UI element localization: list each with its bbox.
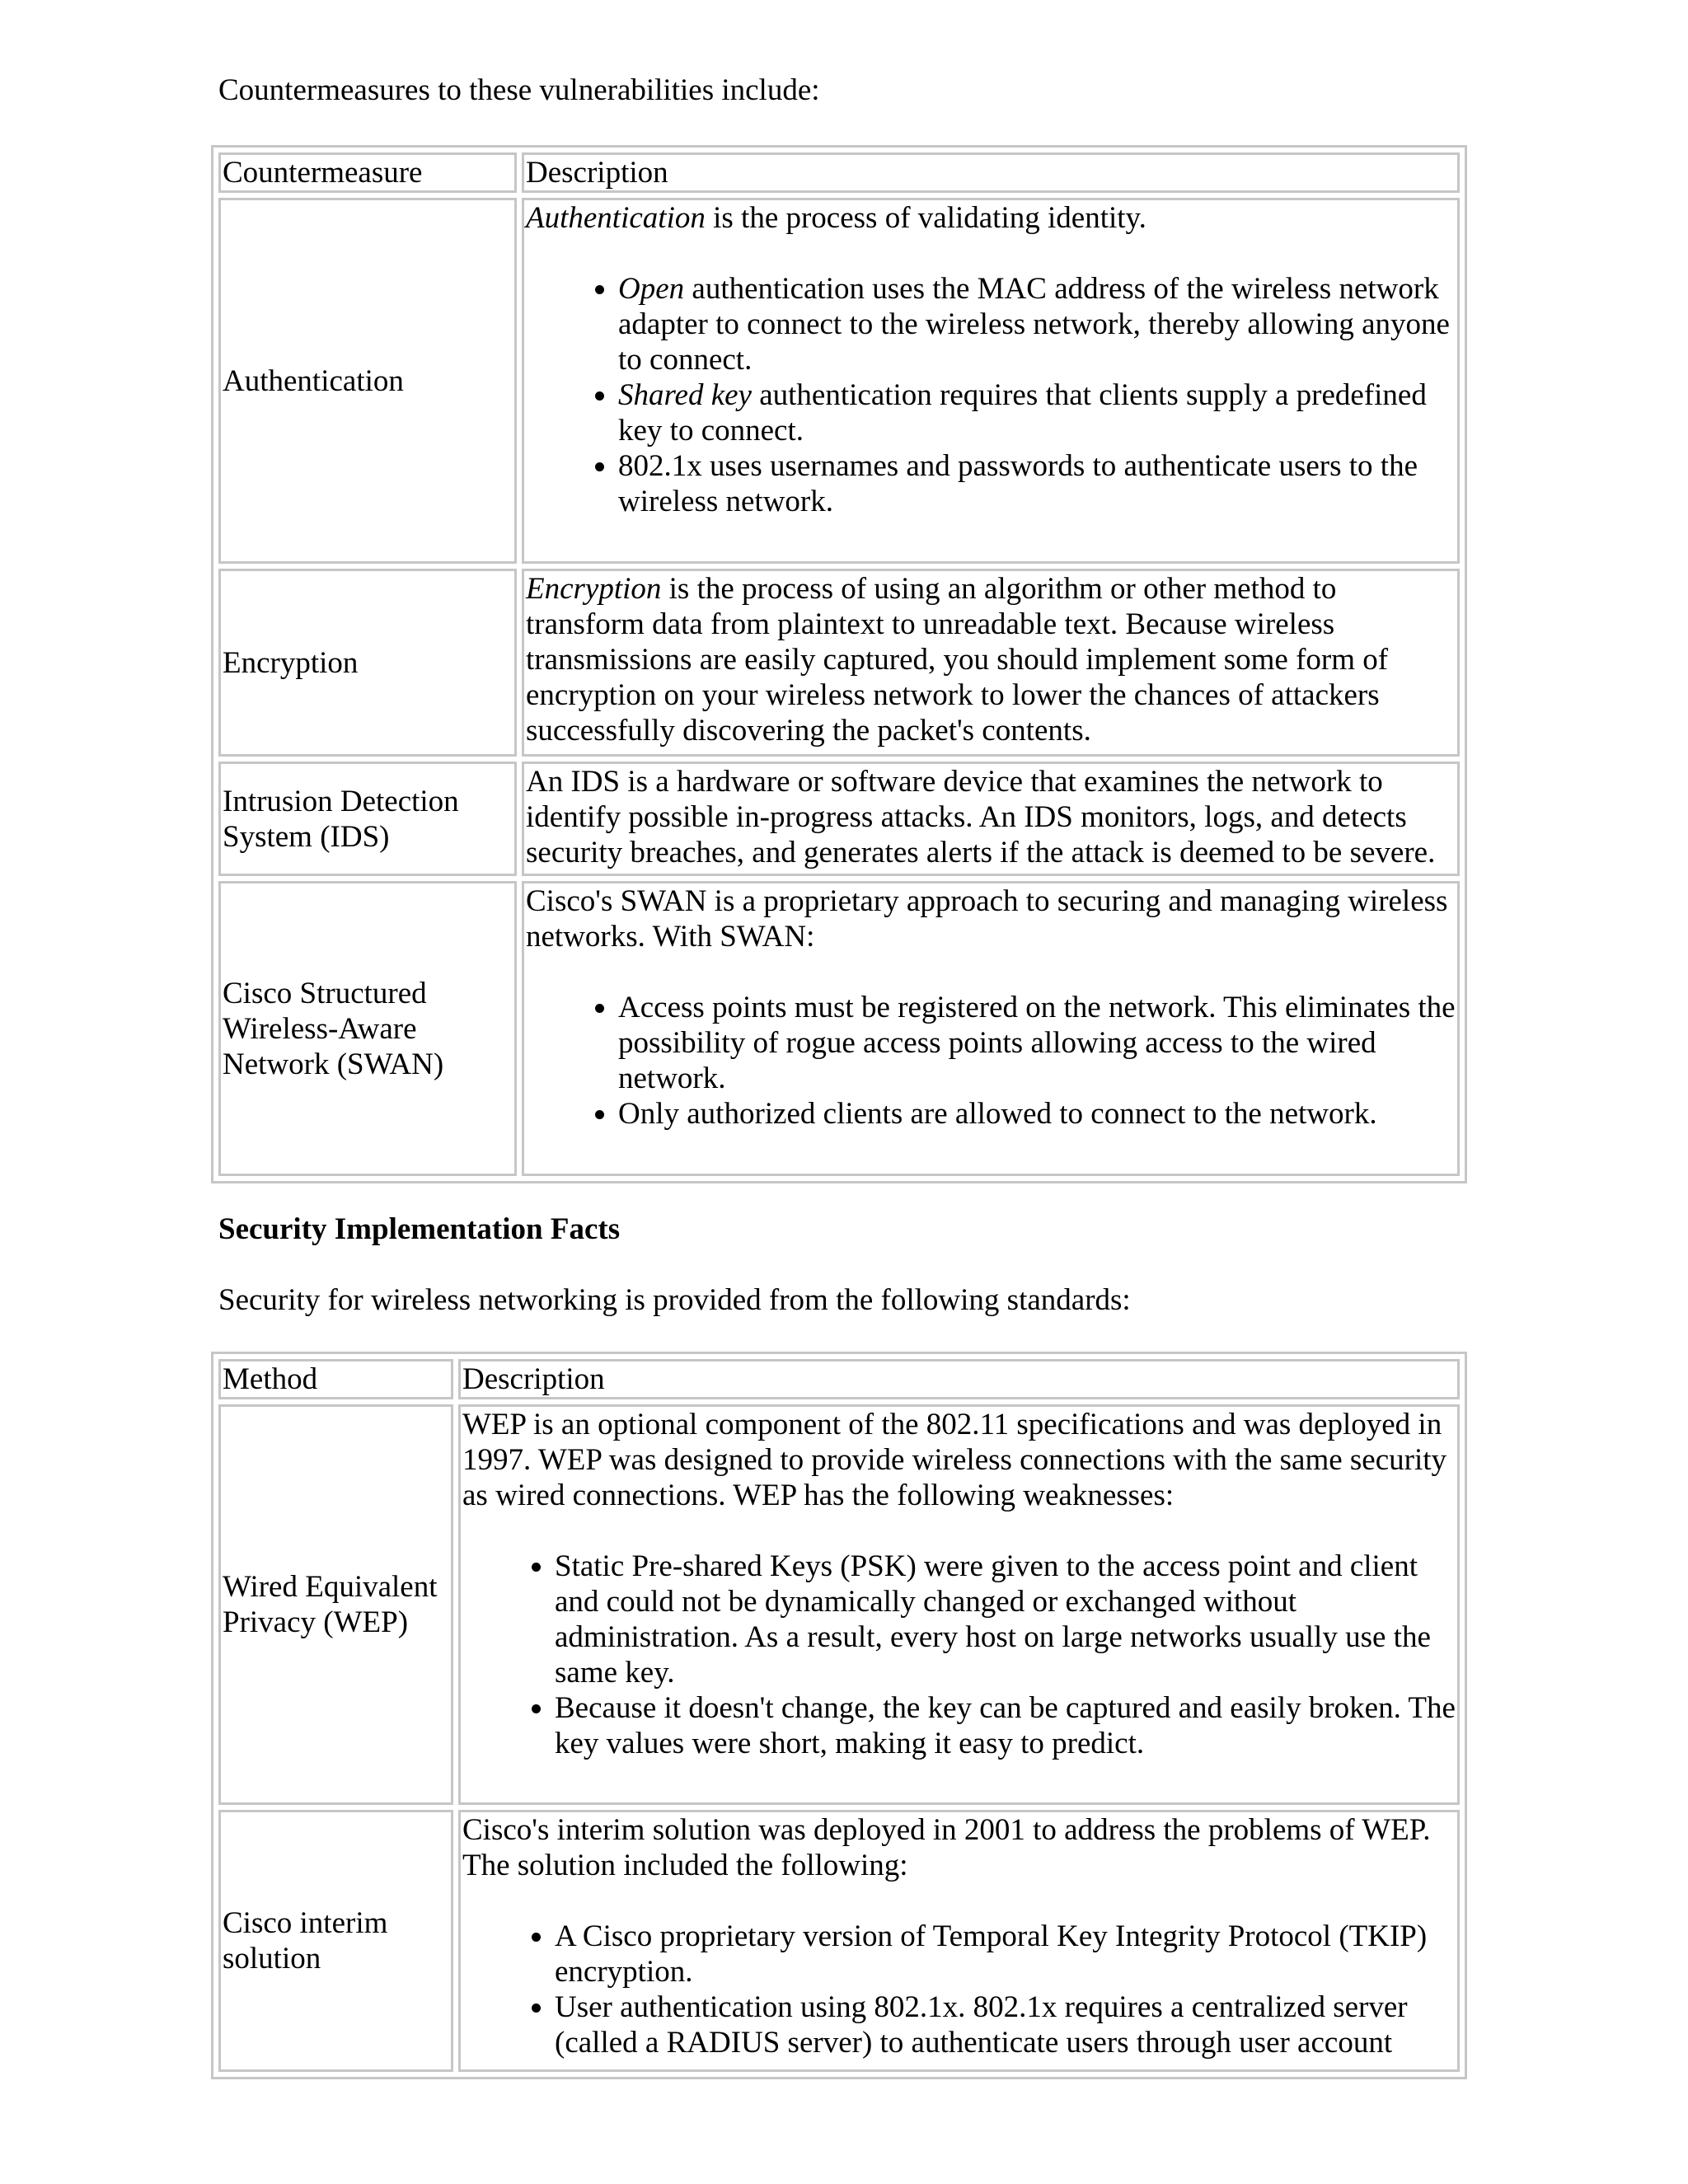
bullet-list (462, 1919, 1456, 2060)
row-lead: Cisco's SWAN is a proprietary approach to securing and managing wireless networks. With SWAN: (526, 884, 1448, 954)
header-method: Method (218, 1359, 453, 1399)
countermeasures-table (211, 145, 1467, 1183)
bullet-list (526, 990, 1456, 1132)
list-item: • Only authorized clients are allowed to connect to the network. (618, 1096, 1456, 1132)
list-item (618, 448, 1456, 519)
table-header-row (218, 152, 1460, 193)
row-description (522, 881, 1460, 1176)
row-lead: WEP is an optional component of the 802.11 specifications and was deployed in 1997. WEP was designed to provide wireless connections with the same security as wired connections. WEP has the following weaknesses: (462, 1408, 1447, 1512)
section-heading: Security Implementation Facts (218, 1212, 621, 1246)
row-description (458, 1810, 1460, 2072)
lead-text: is the process of using an algorithm or other method to transform data from plaintext to unreadable text. Because wireless transmissions are easily captured, you should implement some form of encryption on your wireless network to lower the chances of attackers successfully discovering the packet's contents. (526, 572, 1389, 748)
row-description (522, 569, 1460, 757)
list-item (618, 271, 1456, 377)
item-term: Shared key (618, 378, 752, 412)
row-name: Intrusion Detection System (IDS) (218, 762, 517, 876)
bullet-list (526, 271, 1456, 519)
row-name: Authentication (218, 198, 517, 564)
row-name: Cisco interim solution (218, 1810, 453, 2072)
intro-paragraph: Countermeasures to these vulnerabilities include: (218, 73, 820, 107)
header-countermeasure: Countermeasure (218, 152, 517, 193)
row-lead (526, 200, 1456, 236)
header-description: Description (522, 152, 1460, 193)
item-text: 802.1x uses usernames and passwords to authenticate users to the wireless network. (618, 449, 1418, 518)
item-term: Open (618, 272, 685, 306)
item-text: authentication requires that clients supply a predefined key to connect. (618, 378, 1427, 448)
table-row (218, 1810, 1460, 2072)
header-description: Description (458, 1359, 1460, 1399)
table-row (218, 198, 1460, 564)
bullet-list (462, 1549, 1456, 1761)
list-item: • User authentication using 802.1x. 802.1x requires a centralized server (called a RADIUS server) to authenticate users through user account (555, 1990, 1456, 2060)
row-name: Cisco Structured Wireless-Aware Network (SWAN) (218, 881, 517, 1176)
lead-term: Encryption (526, 572, 662, 606)
row-name: Encryption (218, 569, 517, 757)
list-item: • Static Pre-shared Keys (PSK) were given to the access point and client and could not be dynamically changed or exchanged without administration. As a result, every host on large networks usually use the same key. (555, 1549, 1456, 1690)
table-row (218, 762, 1460, 876)
row-description (458, 1404, 1460, 1805)
table-row (218, 881, 1460, 1176)
table-header-row (218, 1359, 1460, 1399)
list-item: • A Cisco proprietary version of Temporal Key Integrity Protocol (TKIP) encryption. (555, 1919, 1456, 1990)
list-item: • Because it doesn't change, the key can be captured and easily broken. The key values were short, making it easy to predict. (555, 1690, 1456, 1761)
list-item (618, 377, 1456, 448)
table-row (218, 569, 1460, 757)
row-description: An IDS is a hardware or software device that examines the network to identify possible in-progress attacks. An IDS monitors, logs, and detects security breaches, and generates alerts if the attack is deemed to be severe. (522, 762, 1460, 876)
row-name: Wired Equivalent Privacy (WEP) (218, 1404, 453, 1805)
item-text: authentication uses the MAC address of the wireless network adapter to connect to the wireless network, thereby allowing anyone to connect. (618, 272, 1450, 377)
list-item: • Access points must be registered on the network. This eliminates the possibility of rogue access points allowing access to the wired network. (618, 990, 1456, 1096)
lead-text: is the process of validating identity. (705, 201, 1146, 235)
intro-paragraph-2: Security for wireless networking is provided from the following standards: (218, 1283, 1131, 1317)
table-row (218, 1404, 1460, 1805)
row-lead: Cisco's interim solution was deployed in 2001 to address the problems of WEP. The solution included the following: (462, 1813, 1431, 1882)
lead-term: Authentication (526, 201, 706, 235)
security-methods-table (211, 1352, 1467, 2079)
row-description (522, 198, 1460, 564)
